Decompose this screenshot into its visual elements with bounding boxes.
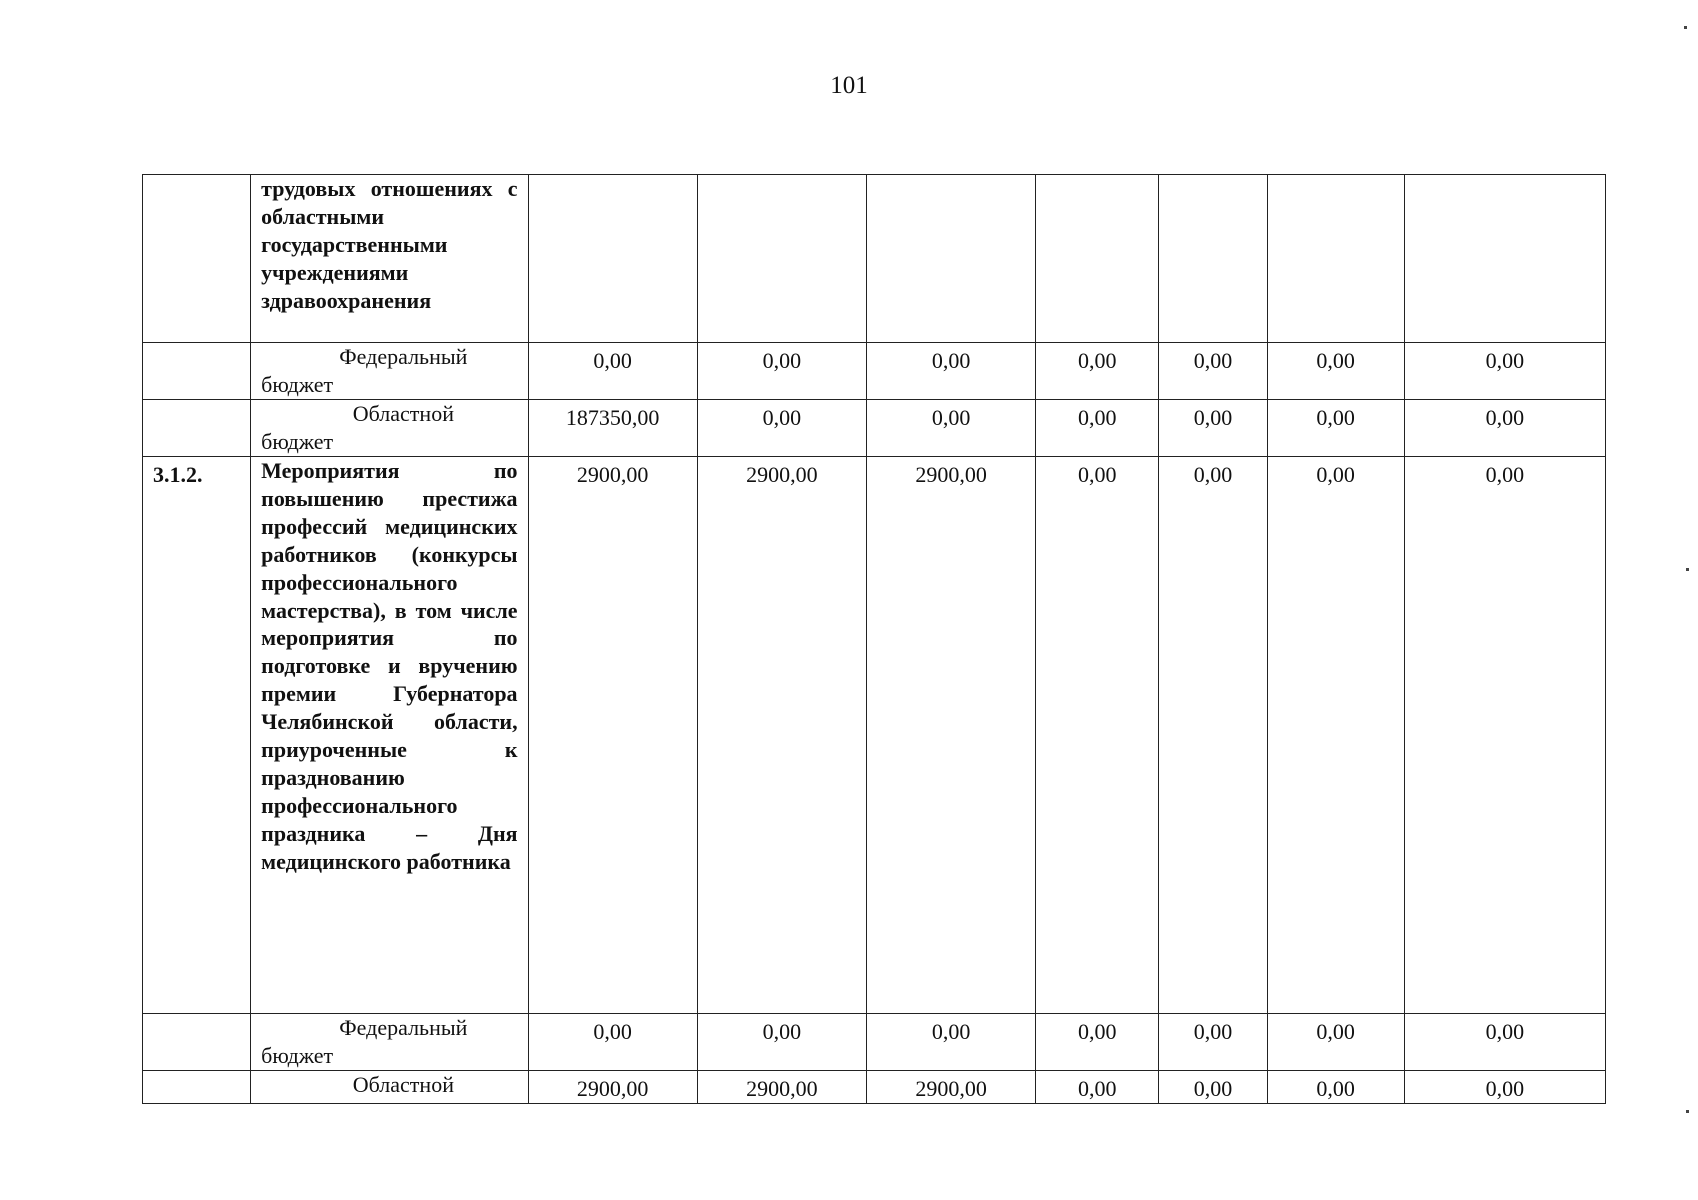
table-row — [143, 343, 1606, 400]
value-cell: 0,00 — [1267, 343, 1404, 400]
value-cell: 2900,00 — [867, 1071, 1036, 1104]
row-code: 3.1.2. — [143, 457, 251, 1014]
value-cell: 0,00 — [1267, 1071, 1404, 1104]
table-row — [143, 457, 1606, 1014]
value-cell: 0,00 — [1036, 400, 1159, 457]
row-name — [251, 1071, 528, 1104]
value-cell: 0,00 — [1404, 457, 1605, 1014]
value-cell: 0,00 — [1404, 343, 1605, 400]
value-cell — [1159, 175, 1267, 343]
row-name — [251, 343, 528, 400]
value-cell: 0,00 — [1159, 343, 1267, 400]
value-cell: 0,00 — [867, 1014, 1036, 1071]
value-cell: 0,00 — [1159, 1014, 1267, 1071]
funding-source-line: Федеральный — [339, 1015, 468, 1040]
scan-mark — [1686, 568, 1689, 571]
value-cell: 0,00 — [1404, 1071, 1605, 1104]
value-cell: 0,00 — [1404, 400, 1605, 457]
value-cell: 2900,00 — [528, 1071, 697, 1104]
table-row — [143, 1071, 1606, 1104]
funding-source-line: Областной — [352, 1072, 454, 1097]
value-cell: 0,00 — [1267, 1014, 1404, 1071]
value-cell: 0,00 — [1159, 457, 1267, 1014]
value-cell: 0,00 — [697, 343, 866, 400]
value-cell: 0,00 — [1404, 1014, 1605, 1071]
value-cell — [1036, 175, 1159, 343]
value-cell: 0,00 — [1036, 1071, 1159, 1104]
budget-table — [142, 174, 1606, 1104]
value-cell — [528, 175, 697, 343]
funding-source-line: Федеральный — [339, 344, 468, 369]
row-code — [143, 175, 251, 343]
value-cell: 0,00 — [1036, 343, 1159, 400]
funding-source-label — [261, 343, 517, 399]
value-cell: 0,00 — [1036, 457, 1159, 1014]
value-cell: 0,00 — [697, 400, 866, 457]
value-cell: 0,00 — [697, 1014, 866, 1071]
value-cell: 2900,00 — [528, 457, 697, 1014]
value-cell: 2900,00 — [867, 457, 1036, 1014]
row-code — [143, 1071, 251, 1104]
page-number: 101 — [830, 72, 868, 99]
funding-source-line: бюджет — [261, 429, 334, 454]
value-cell — [1404, 175, 1605, 343]
row-code — [143, 400, 251, 457]
value-cell — [697, 175, 866, 343]
funding-source-label — [261, 1014, 517, 1070]
row-code — [143, 343, 251, 400]
table-row — [143, 1014, 1606, 1071]
funding-source-label — [261, 400, 517, 456]
value-cell: 187350,00 — [528, 400, 697, 457]
value-cell: 2900,00 — [697, 457, 866, 1014]
funding-source-label — [261, 1071, 517, 1099]
scan-mark — [1684, 26, 1687, 29]
value-cell: 0,00 — [528, 1014, 697, 1071]
value-cell: 2900,00 — [697, 1071, 866, 1104]
row-name — [251, 457, 528, 1014]
value-cell: 0,00 — [1159, 400, 1267, 457]
funding-source-line: Областной — [352, 401, 454, 426]
value-cell: 0,00 — [528, 343, 697, 400]
table-row — [143, 400, 1606, 457]
funding-source-line: бюджет — [261, 1043, 334, 1068]
value-cell: 0,00 — [1036, 1014, 1159, 1071]
row-name-text: трудовых отношениях с областными государственными учреждениями здравоохранения — [261, 176, 518, 313]
value-cell: 0,00 — [867, 343, 1036, 400]
row-name — [251, 400, 528, 457]
row-name — [251, 1014, 528, 1071]
scan-mark — [1686, 1110, 1689, 1113]
value-cell: 0,00 — [1159, 1071, 1267, 1104]
value-cell — [867, 175, 1036, 343]
value-cell: 0,00 — [867, 400, 1036, 457]
row-name-text: Мероприятия по повышению престижа профессий медицинских работников (конкурсы профессионального мастерства), в том числе мероприятия по подготовке и вручению премии Губернатора Челябинской области, приуроченные к празднованию профессионального праздника – Дня медицинского работника — [261, 458, 518, 874]
funding-source-line: бюджет — [261, 372, 334, 397]
table-row — [143, 175, 1606, 343]
value-cell — [1267, 175, 1404, 343]
value-cell: 0,00 — [1267, 400, 1404, 457]
row-name — [251, 175, 528, 343]
row-code — [143, 1014, 251, 1071]
value-cell: 0,00 — [1267, 457, 1404, 1014]
